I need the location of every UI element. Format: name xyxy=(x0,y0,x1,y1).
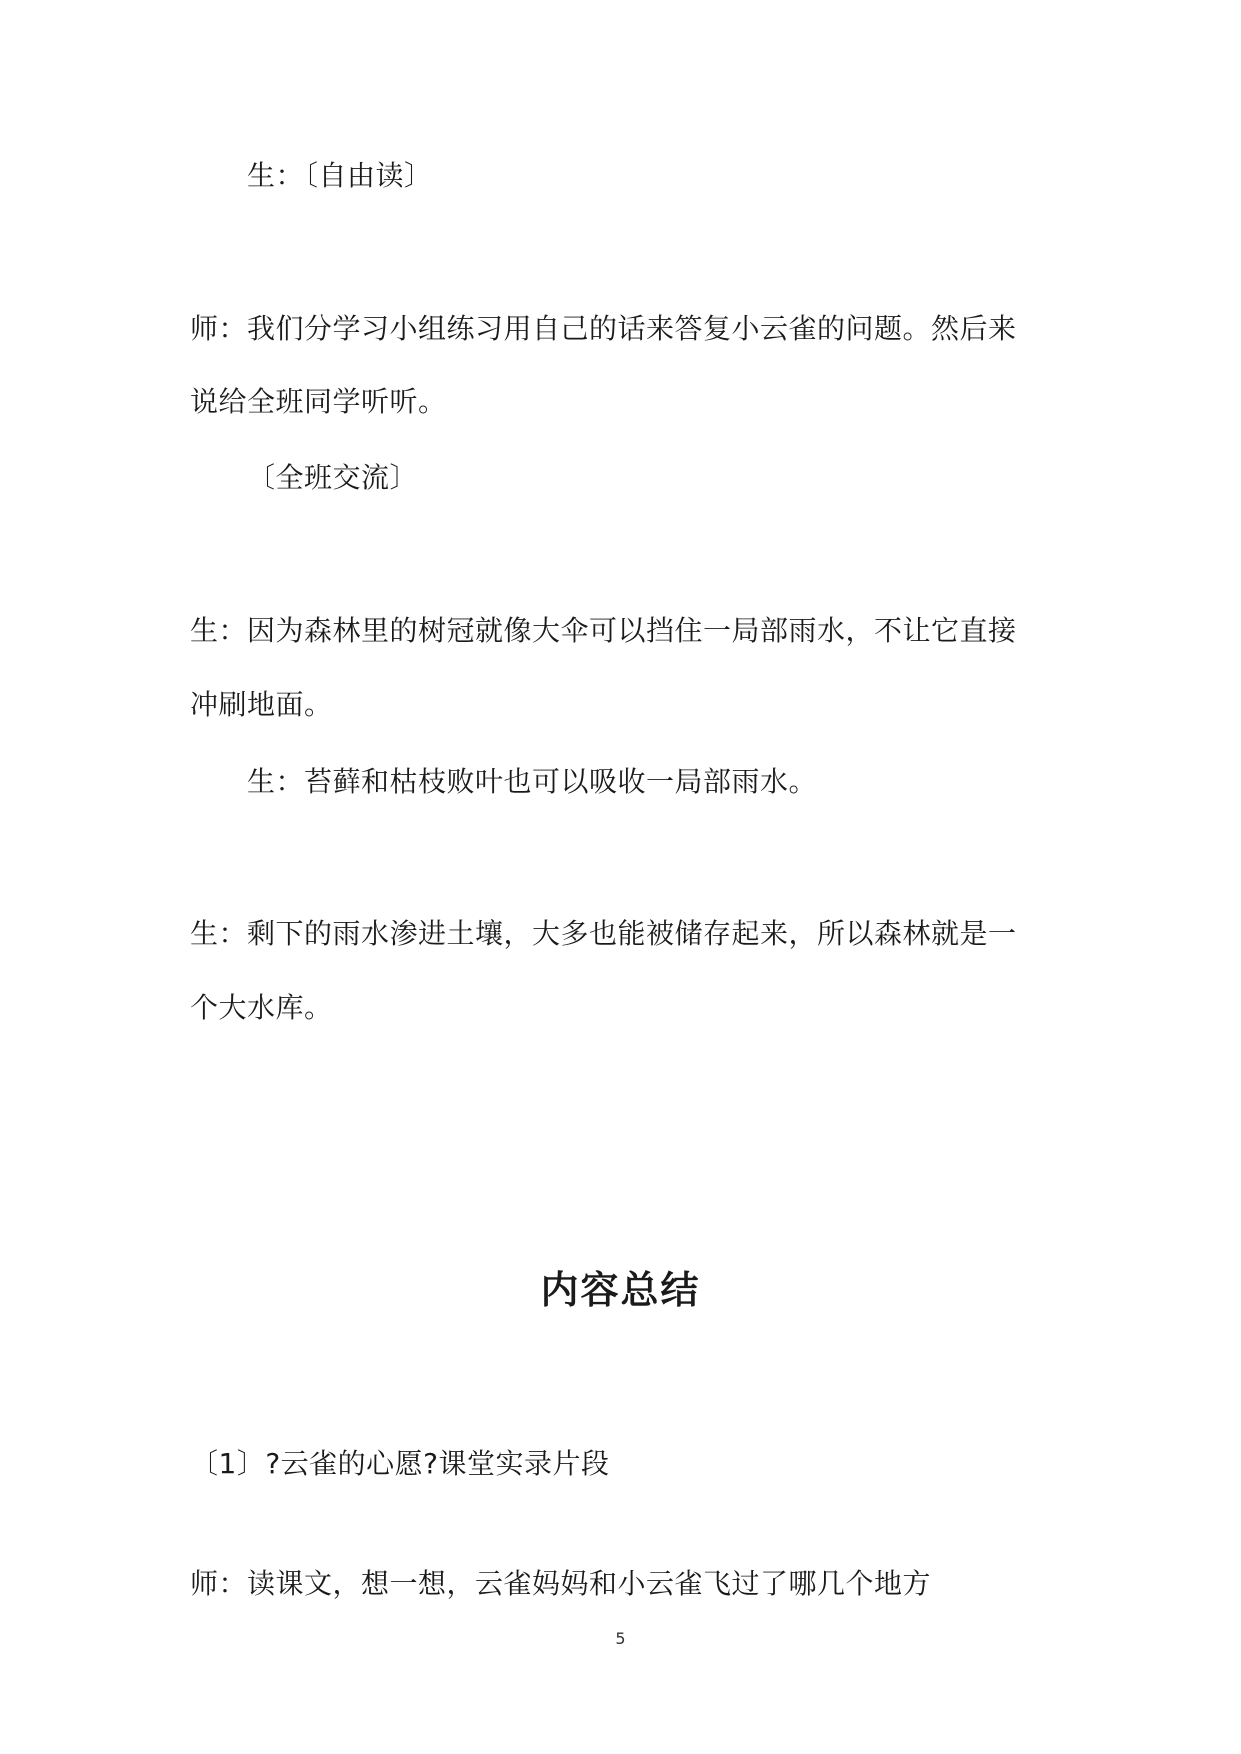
dialogue-line: 生：苔藓和枯枝败叶也可以吸收一局部雨水。 xyxy=(247,765,818,798)
dialogue-line-continuation: 冲刷地面。 xyxy=(190,688,333,721)
section-heading: 内容总结 xyxy=(540,1268,701,1312)
page-number: 5 xyxy=(615,1629,626,1648)
dialogue-line-continuation: 个大水库。 xyxy=(190,991,333,1024)
dialogue-line: 生：剩下的雨水渗进土壤，大多也能被储存起来，所以森林就是一 xyxy=(190,917,1017,950)
dialogue-line: 生：〔自由读〕 xyxy=(247,159,433,192)
dialogue-line: 师：我们分学习小组练习用自己的话来答复小云雀的问题。然后来 xyxy=(190,312,1017,345)
section-subtitle: 〔1〕?云雀的心愿?课堂实录片段 xyxy=(190,1447,610,1480)
stage-direction: 〔全班交流〕 xyxy=(247,461,419,494)
dialogue-line: 师：读课文，想一想，云雀妈妈和小云雀飞过了哪几个地方 xyxy=(190,1567,932,1600)
dialogue-line-continuation: 说给全班同学听听。 xyxy=(190,385,447,418)
dialogue-line: 生：因为森林里的树冠就像大伞可以挡住一局部雨水，不让它直接 xyxy=(190,614,1017,647)
